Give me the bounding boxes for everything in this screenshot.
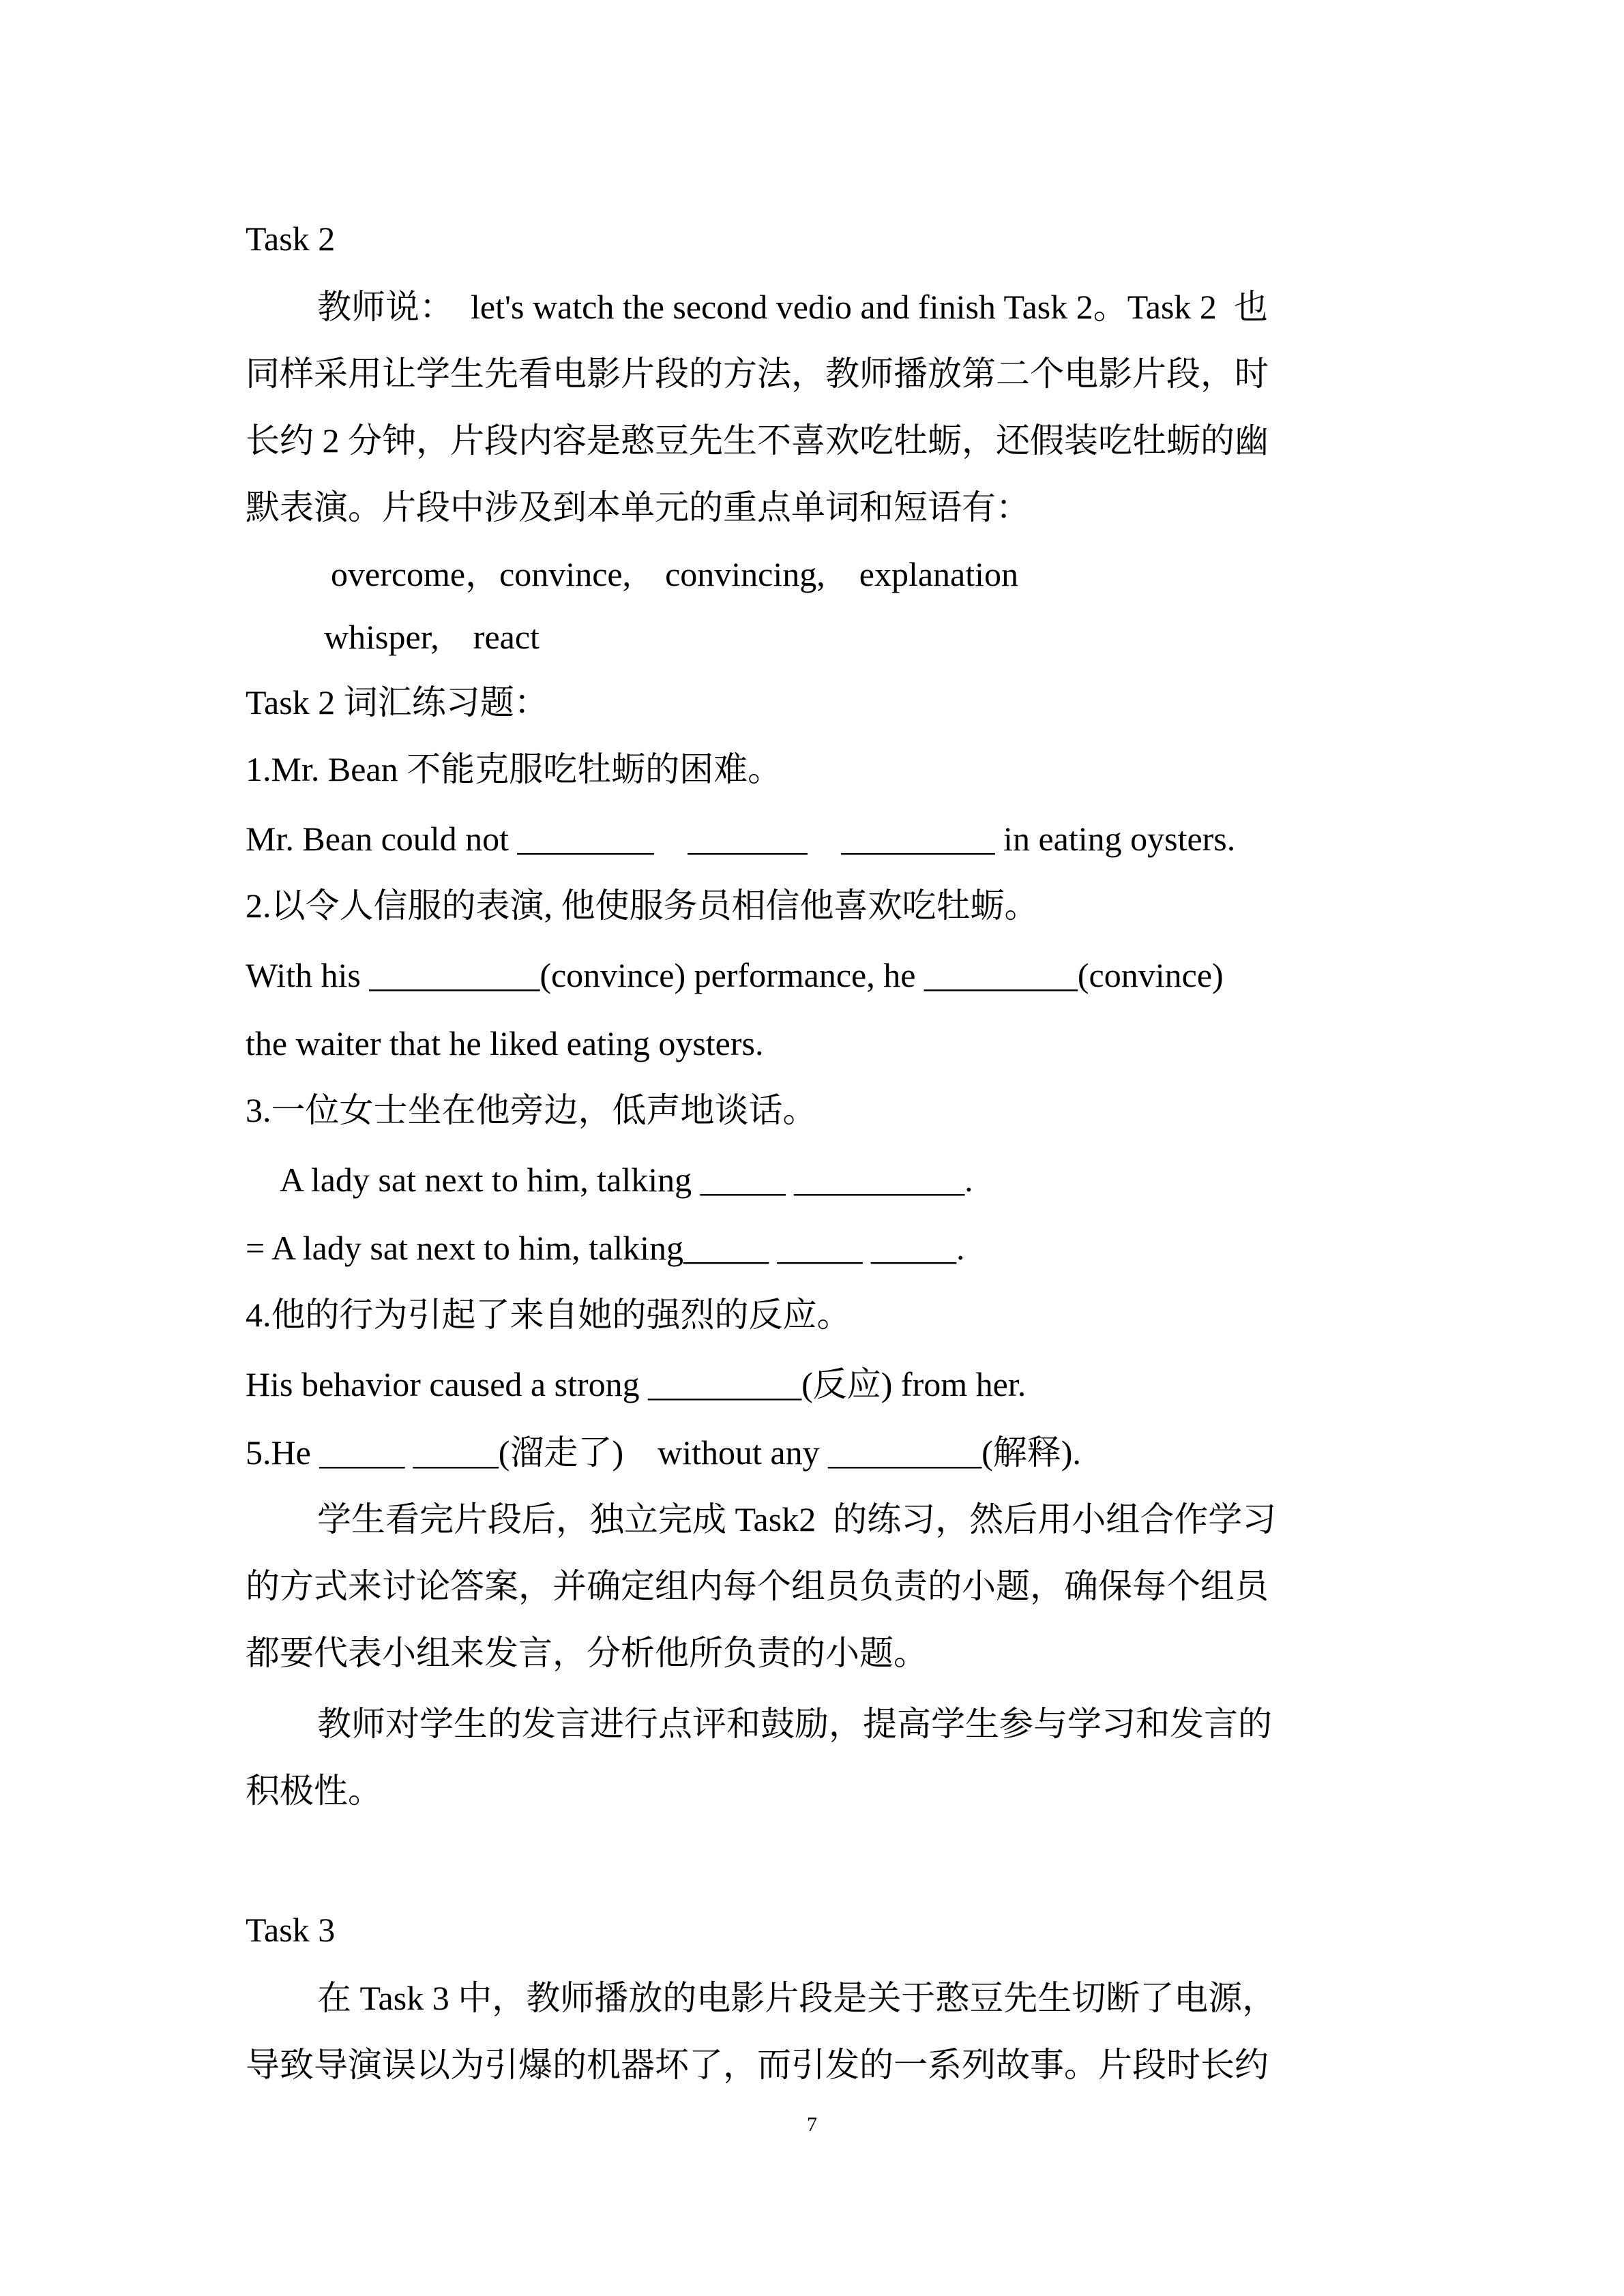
paragraph-line: 教师对学生的发言进行点评和鼓励，提高学生参与学习和发言的 [317,1705,1272,1743]
exercise-sentence: = A lady sat next to him, talking_____ _____ _____. [246,1229,965,1267]
paragraph-line: 默表演。片段中涉及到本单元的重点单词和短语有： [246,488,1030,526]
exercise-sentence: A lady sat next to him, talking _____ __________. [280,1161,973,1199]
vocabulary-list: whisper, react [324,618,540,656]
heading-task-2: Task 2 [246,220,336,258]
paragraph-line: 学生看完片段后，独立完成 Task2 的练习，然后用小组合作学习 [317,1500,1277,1538]
paragraph-line: 教师说： let's watch the second vedio and finish Task 2。Task 2 也 [317,288,1268,326]
paragraph-line: 长约 2 分钟，片段内容是憨豆先生不喜欢吃牡蛎，还假装吃牡蛎的幽 [246,421,1269,460]
exercise-sentence: His behavior caused a strong _________(反应) from her. [246,1365,1027,1403]
paragraph-line: 导致导演误以为引爆的机器坏了，而引发的一系列故事。片段时长约 [246,2046,1269,2084]
exercise-sentence: 5.He _____ _____(溜走了) without any _________(解释). [246,1433,1081,1472]
exercise-question: 4.他的行为引起了来自她的强烈的反应。 [246,1296,851,1334]
vocabulary-list: overcome，convince, convincing, explanation [331,555,1019,593]
paragraph-line: 在 Task 3 中，教师播放的电影片段是关于憨豆先生切断了电源， [317,1979,1277,2017]
exercise-sentence: Mr. Bean could not ________ _______ _________ in eating oysters. [246,820,1236,858]
exercise-sentence: With his __________(convince) performance, he _________(convince) [246,956,1224,994]
exercise-heading: Task 2 词汇练习题： [246,683,548,721]
paragraph-line: 同样采用让学生先看电影片段的方法，教师播放第二个电影片段，时 [246,355,1269,393]
exercise-question: 3.一位女士坐在他旁边，低声地谈话。 [246,1091,817,1129]
heading-task-3: Task 3 [246,1911,336,1949]
exercise-question: 2.以令人信服的表演, 他使服务员相信他喜欢吃牡蛎。 [246,886,1039,925]
page-number: 7 [807,2113,817,2136]
paragraph-line: 都要代表小组来发言，分析他所负责的小题。 [246,1634,928,1672]
exercise-question: 1.Mr. Bean 不能克服吃牡蛎的困难。 [246,750,782,788]
exercise-sentence: the waiter that he liked eating oysters. [246,1024,764,1062]
paragraph-line: 积极性。 [246,1772,382,1810]
paragraph-line: 的方式来讨论答案，并确定组内每个组员负责的小题，确保每个组员 [246,1567,1269,1605]
